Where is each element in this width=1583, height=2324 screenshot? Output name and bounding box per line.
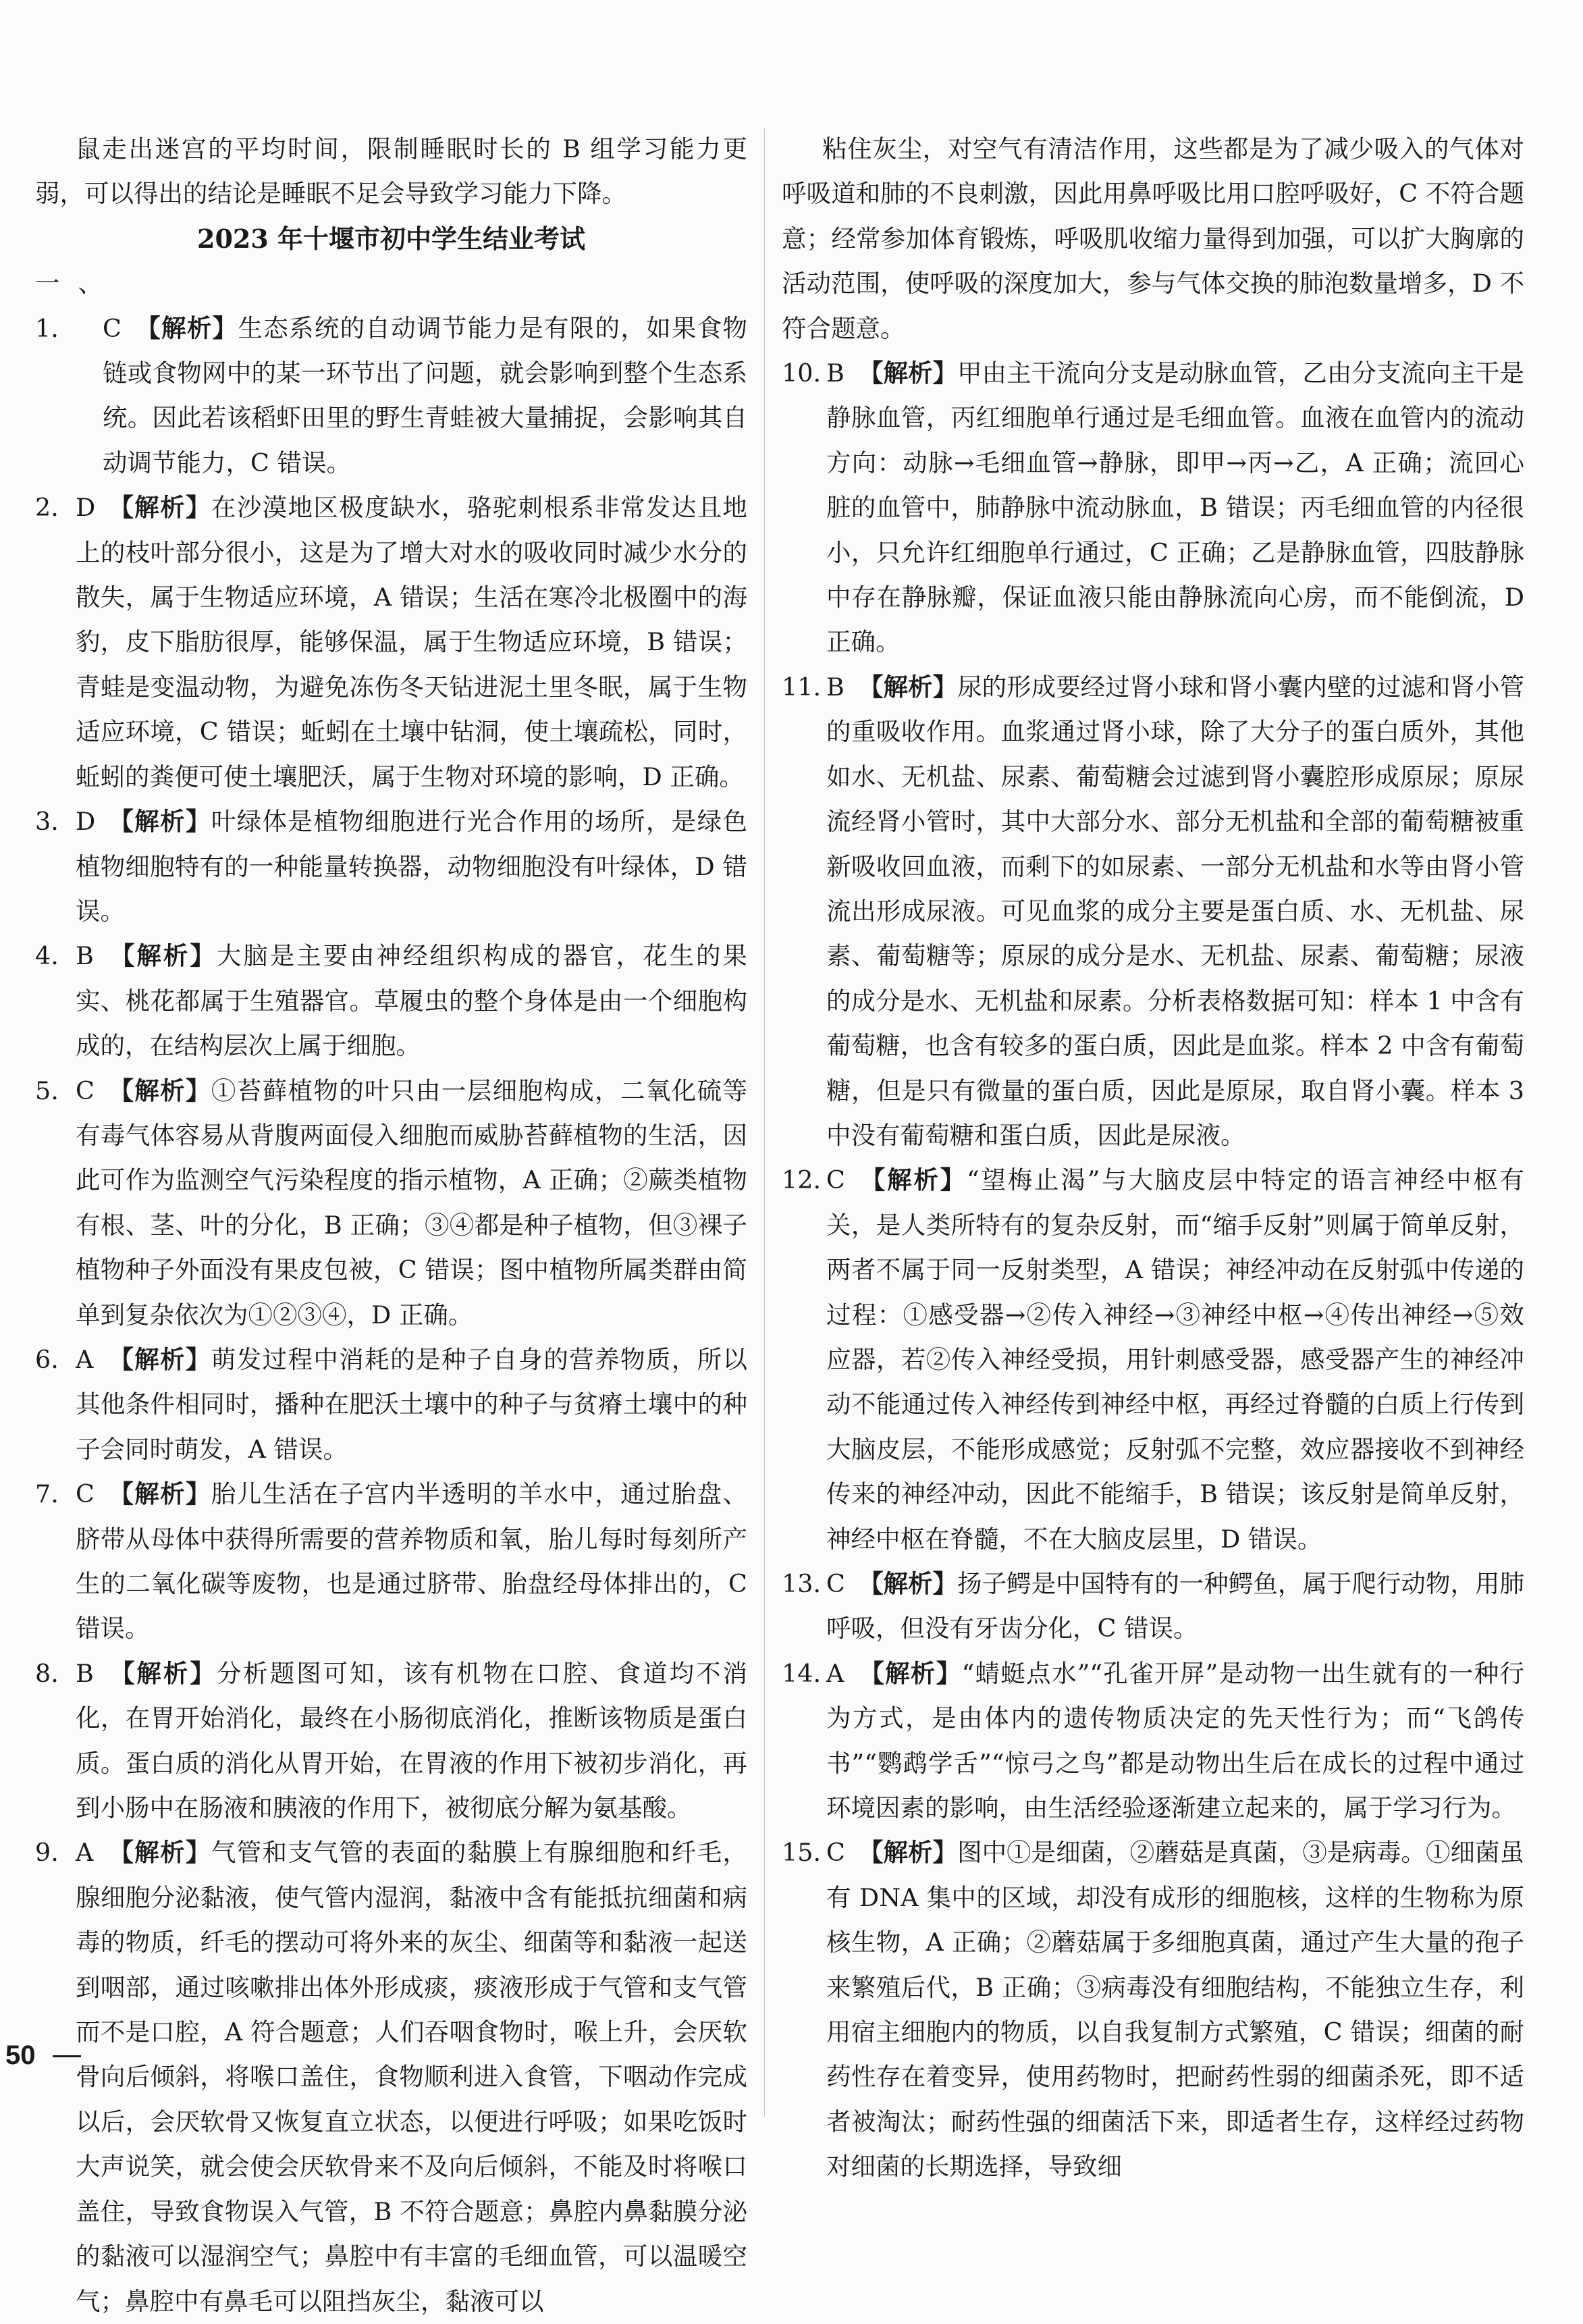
answer-letter: B xyxy=(826,359,844,388)
question-item xyxy=(35,1472,747,1652)
analysis-tag: 【解析】 xyxy=(108,941,217,971)
page-number: 50 xyxy=(5,2040,36,2070)
column-divider xyxy=(764,128,765,2117)
answer-letter: B xyxy=(826,672,844,702)
analysis-tag: 【解析】 xyxy=(108,807,211,837)
question-number: 11. xyxy=(782,672,822,702)
analysis-tag: 【解析】 xyxy=(859,1658,962,1688)
answer-letter: C xyxy=(826,1165,845,1195)
question-number: 14. xyxy=(782,1658,822,1688)
explanation-text: 分析题图可知，该有机物在口腔、食道均不消化，在胃开始消化，最终在小肠彻底消化，推断该物质是蛋白质。蛋白质的消化从胃开始，在胃液的作用下被初步消化，再到小肠中在肠液和胰液的作用下，被彻底分解为氨基酸。 xyxy=(76,1658,748,1823)
question-item xyxy=(35,1652,747,1831)
question-number: 6. xyxy=(35,1344,59,1374)
answer-letter: C xyxy=(826,1569,845,1598)
question-number: 12. xyxy=(782,1165,822,1195)
question-item xyxy=(35,485,747,799)
explanation-text: 气管和支气管的表面的黏膜上有腺细胞和纤毛，腺细胞分泌黏液，使气管内湿润，黏液中含有能抵抗细菌和病毒的物质，纤毛的摆动可将外来的灰尘、细菌等和黏液一起送到咽部，通过咳嗽排出体外形成痰，痰液形成于气管和支气管而不是口腔，A 符合题意；人们吞咽食物时，喉上升，会厌软骨向后倾斜，将喉口盖住，食物顺利进入食管，下咽动作完成以后，会厌软骨又恢复直立状态，以便进行呼吸；如果吃饭时大声说笑，就会使会厌软骨来不及向后倾斜，不能及时将喉口盖住，导致食物误入气管，B 不符合题意；鼻腔内鼻黏膜分泌的黏液可以湿润空气；鼻腔中有丰富的毛细血管，可以温暖空气；鼻腔中有鼻毛可以阻挡灰尘，黏液可以 xyxy=(76,1838,748,2316)
explanation-text: “望梅止渴”与大脑皮层中特定的语言神经中枢有关，是人类所特有的复杂反射，而“缩手反射”则属于简单反射，两者不属于同一反射类型，A 错误；神经冲动在反射弧中传递的过程：①感受器→②传入神经→③神经中枢→④传出神经→⑤效应器，若②传入神经受损，用针刺感受器，感受器产生的神经冲动不能通过传入神经传到神经中枢，再经过脊髓的白质上行传到大脑皮层，不能形成感觉；反射弧不完整，效应器接收不到神经传来的神经冲动，因此不能缩手，B 错误；该反射是简单反射，神经中枢在脊髓，不在大脑皮层里，D 错误。 xyxy=(826,1165,1525,1554)
question-item xyxy=(782,1158,1524,1562)
exam-title: 2023 年十堰市初中学生结业考试 xyxy=(197,223,585,254)
question-item xyxy=(782,351,1524,665)
question-number: 3. xyxy=(35,807,59,837)
analysis-tag: 【解析】 xyxy=(859,672,958,702)
analysis-tag: 【解析】 xyxy=(108,1479,211,1509)
question-number: 10. xyxy=(782,359,822,388)
explanation-text: 胎儿生活在子宫内半透明的羊水中，通过胎盘、脐带从母体中获得所需要的营养物质和氧，胎儿每时每刻所产生的二氧化碳等废物，也是通过脐带、胎盘经母体排出的，C 错误。 xyxy=(76,1479,748,1643)
analysis-tag: 【解析】 xyxy=(135,313,238,343)
answer-letter: C xyxy=(826,1838,845,1868)
answer-letter: C xyxy=(103,313,122,343)
explanation-text: 甲由主干流向分支是动脉血管，乙由分支流向主干是静脉血管，丙红细胞单行通过是毛细血管。血液在血管内的流动方向：动脉→毛细血管→静脉，即甲→丙→乙，A 正确；流回心脏的血管中，肺静脉中流动脉血，B 错误；丙毛细血管的内径很小，只允许红细胞单行通过，C 正确；乙是静脉血管，四肢静脉中存在静脉瓣，保证血液只能由静脉流向心房，而不能倒流，D 正确。 xyxy=(826,359,1525,657)
answer-letter: D xyxy=(76,807,96,837)
analysis-tag: 【解析】 xyxy=(859,1838,958,1868)
analysis-tag: 【解析】 xyxy=(108,1076,211,1105)
question-item xyxy=(35,934,747,1068)
explanation-text: 叶绿体是植物细胞进行光合作用的场所，是绿色植物细胞特有的一种能量转换器，动物细胞没有叶绿体，D 错误。 xyxy=(76,807,748,926)
question-item xyxy=(35,1830,747,2323)
answer-letter: B xyxy=(76,1658,94,1688)
explanation-text: 萌发过程中消耗的是种子自身的营养物质，所以其他条件相同时，播种在肥沃土壤中的种子与贫瘠土壤中的种子会同时萌发，A 错误。 xyxy=(76,1344,748,1464)
analysis-tag: 【解析】 xyxy=(859,1165,967,1195)
explanation-text: 生态系统的自动调节能力是有限的，如果食物链或食物网中的某一环节出了问题，就会影响到整个生态系统。因此若该稻虾田里的野生青蛙被大量捕捉，会影响其自动调节能力，C 错误。 xyxy=(103,313,748,477)
question-item xyxy=(782,1562,1524,1652)
analysis-tag: 【解析】 xyxy=(859,359,958,388)
explanation-text: 尿的形成要经过肾小球和肾小囊内壁的过滤和肾小管的重吸收作用。血浆通过肾小球，除了大分子的蛋白质外，其他如水、无机盐、尿素、葡萄糖会过滤到肾小囊腔形成原尿；原尿流经肾小管时，其中大部分水、部分无机盐和全部的葡萄糖被重新吸收回血液，而剩下的如尿素、一部分无机盐和水等由肾小管流出形成尿液。可见血浆的成分主要是蛋白质、水、无机盐、尿素、葡萄糖等；原尿的成分是水、无机盐、尿素、葡萄糖；尿液的成分是水、无机盐和尿素。分析表格数据可知：样本 1 中含有葡萄糖，也含有较多的蛋白质，因此是血浆。样本 2 中含有葡萄糖，但是只有微量的蛋白质，因此是原尿，取自肾小囊。样本 3 中没有葡萄糖和蛋白质，因此是尿液。 xyxy=(826,672,1525,1150)
answer-letter: B xyxy=(76,941,94,971)
analysis-tag: 【解析】 xyxy=(108,1838,211,1868)
explanation-text: ①苔藓植物的叶只由一层细胞构成，二氧化硫等有毒气体容易从背腹两面侵入细胞而威胁苔藓植物的生活，因此可作为监测空气污染程度的指示植物，A 正确；②蕨类植物有根、茎、叶的分化，B 正确；③④都是种子植物，但③裸子植物种子外面没有果皮包被，C 错误；图中植物所属类群由简单到复杂依次为①②③④，D 正确。 xyxy=(76,1076,748,1329)
analysis-tag: 【解析】 xyxy=(108,1658,217,1688)
question-item xyxy=(35,1338,747,1472)
explanation-text: “蜻蜓点水”“孔雀开屏”是动物一出生就有的一种行为方式，是由体内的遗传物质决定的先天性行为；而“飞鸽传书”“鹦鹉学舌”“惊弓之鸟”都是动物出生后在成长的过程中通过环境因素的影响，由生活经验逐渐建立起来的，属于学习行为。 xyxy=(826,1658,1525,1823)
page-number-rule xyxy=(53,2055,81,2057)
answer-letter: A xyxy=(76,1838,94,1868)
question-item xyxy=(782,1830,1524,2189)
question-item xyxy=(35,261,747,485)
question-number: 15. xyxy=(782,1838,822,1868)
question-number: 2. xyxy=(35,493,59,523)
explanation-text: 大脑是主要由神经组织构成的器官，花生的果实、桃花都属于生殖器官。草履虫的整个身体是由一个细胞构成的，在结构层次上属于细胞。 xyxy=(76,941,748,1061)
continuation-text: 粘住灰尘，对空气有清洁作用，这些都是为了减少吸入的气体对呼吸道和肺的不良刺激，因此用鼻呼吸比用口腔呼吸好，C 不符合题意；经常参加体育锻炼，呼吸肌收缩力量得到加强，可以扩大胸廓的活动范围，使呼吸的深度加大，参与气体交换的肺泡数量增多，D 不符合题意。 xyxy=(782,134,1524,343)
question-number: 7. xyxy=(35,1479,59,1509)
explanation-text: 在沙漠地区极度缺水，骆驼刺根系非常发达且地上的枝叶部分很小，这是为了增大对水的吸收同时减少水分的散失，属于生物适应环境，A 错误；生活在寒冷北极圈中的海豹，皮下脂肪很厚，能够保温，属于生物适应环境，B 错误；青蛙是变温动物，为避免冻伤冬天钻进泥土里冬眠，属于生物适应环境，C 错误；蚯蚓在土壤中钻洞，使土壤疏松，同时，蚯蚓的粪便可使土壤肥沃，属于生物对环境的影响，D 正确。 xyxy=(76,493,748,791)
analysis-tag: 【解析】 xyxy=(859,1569,958,1598)
answer-letter: A xyxy=(76,1344,94,1374)
question-number: 9. xyxy=(35,1838,59,1868)
question-number: 4. xyxy=(35,941,59,971)
answer-letter: D xyxy=(76,493,96,523)
right-column xyxy=(782,127,1524,2190)
question-number: 8. xyxy=(35,1658,59,1688)
answer-letter: C xyxy=(76,1076,95,1105)
question-item xyxy=(35,1069,747,1338)
explanation-text: 扬子鳄是中国特有的一种鳄鱼，属于爬行动物，用肺呼吸，但没有牙齿分化，C 错误。 xyxy=(826,1569,1525,1643)
continuation-text: 鼠走出迷宫的平均时间，限制睡眠时长的 B 组学习能力更弱，可以得出的结论是睡眠不足会导致学习能力下降。 xyxy=(35,134,747,209)
analysis-tag: 【解析】 xyxy=(108,1344,211,1374)
question-number: 13. xyxy=(782,1569,822,1598)
explanation-text: 图中①是细菌，②蘑菇是真菌，③是病毒。①细菌虽有 DNA 集中的区域，却没有成形的细胞核，这样的生物称为原核生物，A 正确；②蘑菇属于多细胞真菌，通过产生大量的孢子来繁殖后代，B 正确；③病毒没有细胞结构，不能独立生存，利用宿主细胞内的物质，以自我复制方式繁殖，C 错误；细菌的耐药性存在着变异，使用药物时，把耐药性弱的细菌杀死，即不适者被淘汰；耐药性强的细菌活下来，即适者生存，这样经过药物对细菌的长期选择，导致细 xyxy=(826,1838,1525,2182)
question-number: 5. xyxy=(35,1076,59,1105)
left-column xyxy=(35,127,747,2324)
question-item xyxy=(782,1652,1524,1831)
question-list xyxy=(782,351,1524,2190)
analysis-tag: 【解析】 xyxy=(108,493,211,523)
question-list xyxy=(35,261,747,2324)
question-item xyxy=(35,799,747,934)
question-item xyxy=(782,665,1524,1158)
answer-letter: C xyxy=(76,1479,95,1509)
question-number: 一、1. xyxy=(35,269,103,343)
answer-letter: A xyxy=(826,1658,844,1688)
